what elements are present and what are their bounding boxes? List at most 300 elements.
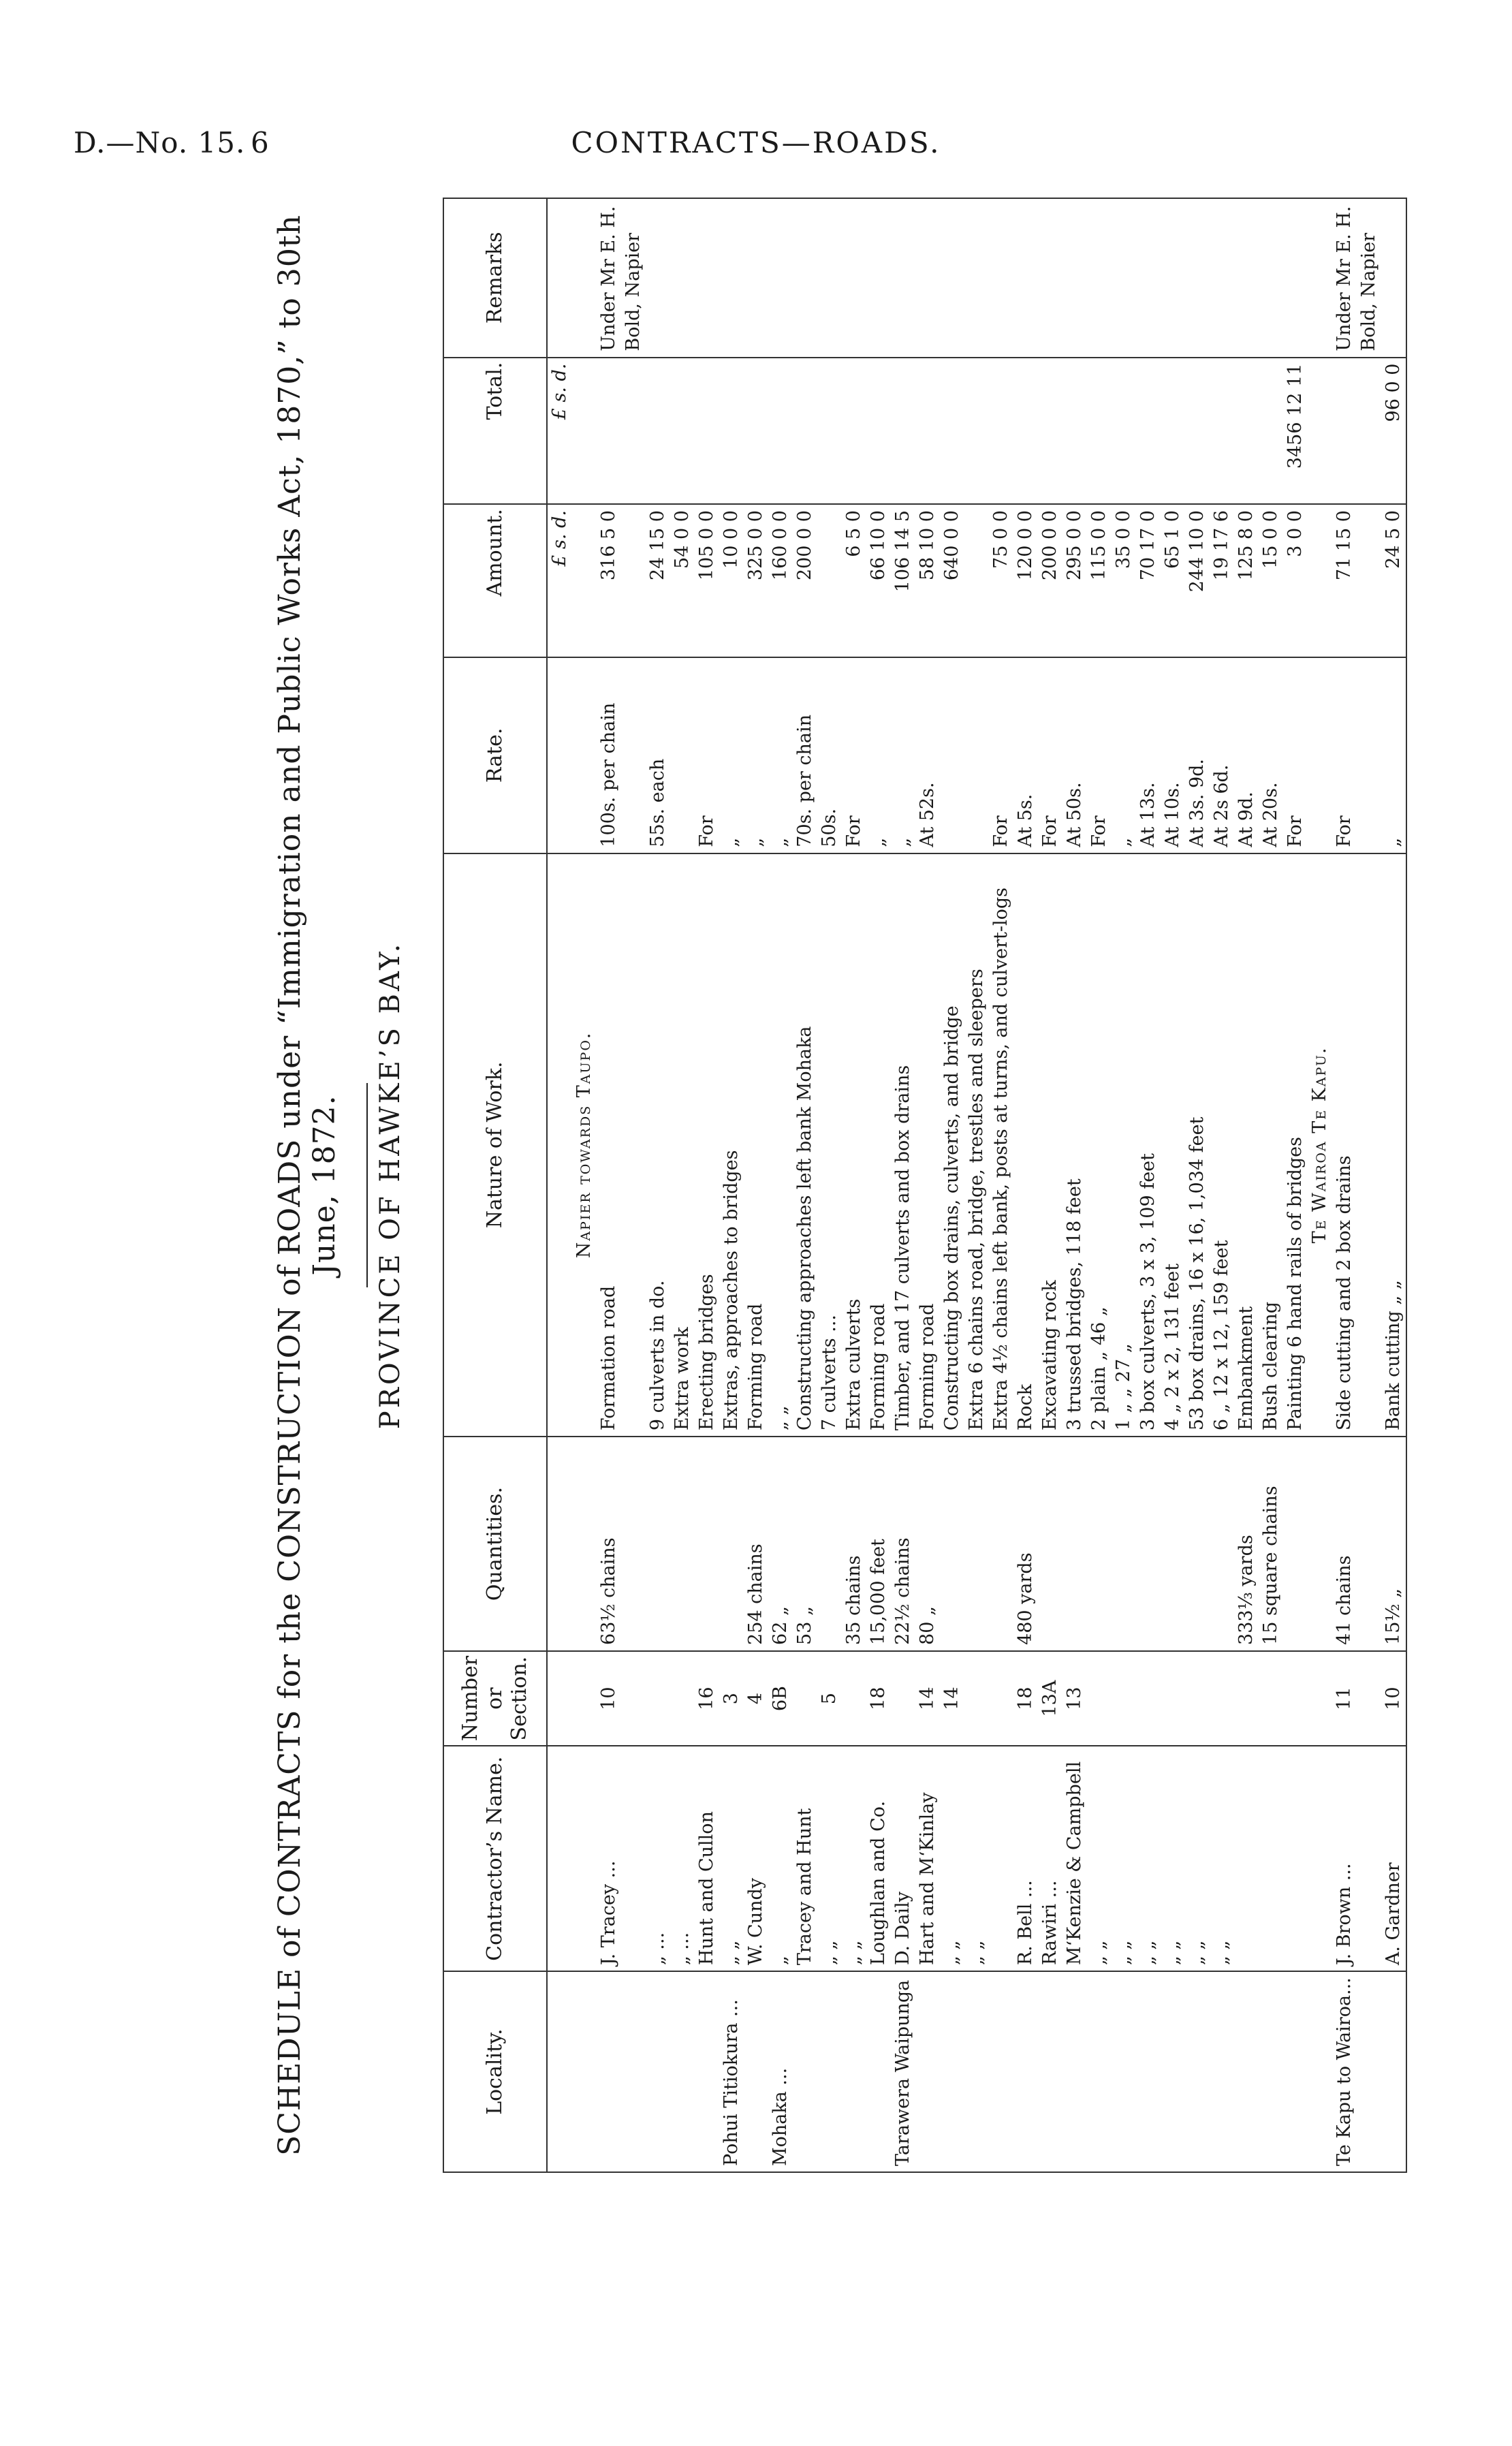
work-cell: Extras, approaches to bridges [719,853,744,1437]
section-cell [842,1651,866,1746]
rate-cell [670,657,695,853]
locality-cell [1259,1971,1283,2172]
table-row [1062,198,1087,2172]
rate-cell [964,657,989,853]
quantity-cell: 53 „ [793,1437,817,1651]
total-cell [646,358,670,505]
document-number: D.—No. 15. [74,126,246,159]
col-amount: Amount. [443,504,547,657]
contractor-cell: J. Tracey ... [597,1746,646,1971]
work-cell: Extra culverts [842,853,866,1437]
work-cell: Constructing approaches left bank Mohaka [793,853,817,1437]
work-cell: „ „ [768,853,793,1437]
table-row [719,198,744,2172]
locality-cell [1136,1971,1161,2172]
locality-cell: Tarawera Waipunga [891,1971,915,2172]
quantity-cell: 63½ chains [597,1437,646,1651]
section-cell [1259,1651,1283,1746]
work-cell: Extra 6 chains road, bridge, trestles and sleepers [964,853,989,1437]
locality-cell [670,1971,695,2172]
rate-cell: At 52s. [915,657,940,853]
rate-cell [572,657,597,853]
contractor-cell [572,1746,597,1971]
table-row [768,198,793,2172]
section-cell [670,1651,695,1746]
remarks-cell [547,198,572,358]
quantity-cell [670,1437,695,1651]
amount-cell: 19 17 6 [1210,504,1234,657]
rate-cell [940,657,964,853]
rate-cell: For [1038,657,1062,853]
locality-cell [1308,1971,1332,2172]
table-row [915,198,940,2172]
remarks-cell [1381,198,1406,358]
work-cell: Excavating rock [1038,853,1062,1437]
total-cell [744,358,768,505]
contractor-cell: R. Bell ... [1013,1746,1038,1971]
amount-cell [817,504,842,657]
rate-cell: 50s. [817,657,842,853]
amount-cell: 15 0 0 [1259,504,1283,657]
remarks-cell [1259,198,1283,358]
locality-cell: Pohui Titiokura ... [719,1971,744,2172]
remarks-cell [572,198,597,358]
contractor-cell: „ [768,1746,793,1971]
contractor-cell: „ „ [1210,1746,1234,1971]
rate-cell: At 5s. [1013,657,1038,853]
total-cell [1259,358,1283,505]
table-row [1038,198,1062,2172]
work-cell: Formation road [597,853,646,1437]
amount-cell: 200 0 0 [1038,504,1062,657]
rate-cell: „ [891,657,915,853]
amount-cell: 125 8 0 [1234,504,1259,657]
quantity-cell: 22½ chains [891,1437,915,1651]
remarks-cell [842,198,866,358]
section-cell [989,1651,1013,1746]
section-cell: 4 [744,1651,768,1746]
running-title: CONTRACTS—ROADS. [571,126,941,159]
province-title: PROVINCE OF HAWKE’S BAY. [375,941,406,1430]
rate-cell: At 13s. [1136,657,1161,853]
total-cell [1210,358,1234,505]
quantity-cell: 480 yards [1013,1437,1038,1651]
rate-cell: For [695,657,719,853]
col-locality: Locality. [443,1971,547,2172]
locality-cell [793,1971,817,2172]
remarks-cell [768,198,793,358]
remarks-cell [866,198,891,358]
quantity-cell: 80 „ [915,1437,940,1651]
locality-cell [817,1971,842,2172]
table-row [1112,198,1136,2172]
contractor-cell: „ ... [646,1746,670,1971]
contractor-cell: W. Cundy [744,1746,768,1971]
work-cell: 3 box culverts, 3 x 3, 109 feet [1136,853,1161,1437]
amount-cell: 3 0 0 [1283,504,1308,657]
work-cell: Rock [1013,853,1038,1437]
work-cell: Timber, and 17 culverts and box drains [891,853,915,1437]
remarks-cell [1013,198,1038,358]
total-cell [1062,358,1087,505]
table-row [1185,198,1210,2172]
contractor-cell: „ „ [964,1746,989,1971]
amount-cell: 24 15 0 [646,504,670,657]
section-cell: 18 [866,1651,891,1746]
work-cell: Forming road [744,853,768,1437]
amount-cell: 10 0 0 [719,504,744,657]
total-cell [989,358,1013,505]
section-cell [1161,1651,1185,1746]
amount-cell: 160 0 0 [768,504,793,657]
amount-cell [1308,504,1332,657]
quantity-cell [1087,1437,1112,1651]
work-cell: 7 culverts ... [817,853,842,1437]
table-row [597,198,646,2172]
quantity-cell [1210,1437,1234,1651]
locality-cell [1062,1971,1087,2172]
section-cell [1234,1651,1259,1746]
section-cell: 13 [1062,1651,1087,1746]
contractor-cell: „ „ [719,1746,744,1971]
remarks-cell [964,198,989,358]
remarks-cell [891,198,915,358]
quantity-cell [1308,1437,1332,1651]
section-cell [1136,1651,1161,1746]
contractor-cell: „ „ [1087,1746,1112,1971]
quantity-cell [1038,1437,1062,1651]
total-cell [1332,358,1381,505]
table-row [891,198,915,2172]
rate-cell: 70s. per chain [793,657,817,853]
locality-cell: Mohaka ... [768,1971,793,2172]
table-row [989,198,1013,2172]
section-cell: 11 [1332,1651,1381,1746]
section-cell: 10 [597,1651,646,1746]
col-nature-of-work: Nature of Work. [443,853,547,1437]
locality-cell [547,1971,572,2172]
amount-cell: 200 0 0 [793,504,817,657]
remarks-cell [817,198,842,358]
rate-cell: At 3s. 9d. [1185,657,1210,853]
total-cell [1234,358,1259,505]
table-row [842,198,866,2172]
locality-cell [940,1971,964,2172]
remarks-cell [1283,198,1308,358]
locality-cell [1038,1971,1062,2172]
work-cell: Forming road [915,853,940,1437]
rate-cell: At 2s 6d. [1210,657,1234,853]
section-cell [1283,1651,1308,1746]
contracts-table [443,198,1407,2173]
table-row [646,198,670,2172]
amount-cell: 325 0 0 [744,504,768,657]
quantity-cell [695,1437,719,1651]
quantity-cell: 35 chains [842,1437,866,1651]
remarks-cell [1038,198,1062,358]
total-cell [842,358,866,505]
work-cell: Embankment [1234,853,1259,1437]
table-row [940,198,964,2172]
total-cell [1308,358,1332,505]
work-cell: 4 „ 2 x 2, 131 feet [1161,853,1185,1437]
amount-cell: 6 5 0 [842,504,866,657]
remarks-cell [793,198,817,358]
contractor-cell [1283,1746,1308,1971]
units-row [547,198,572,2172]
work-cell: 3 trussed bridges, 118 feet [1062,853,1087,1437]
remarks-cell [1136,198,1161,358]
quantity-cell [1062,1437,1087,1651]
remarks-cell [646,198,670,358]
header-row [443,198,547,2172]
total-cell [891,358,915,505]
remarks-cell [940,198,964,358]
table-row [1136,198,1161,2172]
locality-cell [1087,1971,1112,2172]
rate-cell: „ [1112,657,1136,853]
rate-cell: At 50s. [1062,657,1087,853]
work-cell: Bush clearing [1259,853,1283,1437]
quantity-cell: 62 „ [768,1437,793,1651]
amount-cell: 71 15 0 [1332,504,1381,657]
total-cell [719,358,744,505]
total-cell [695,358,719,505]
section-cell [547,1651,572,1746]
amount-cell: 35 0 0 [1112,504,1136,657]
rate-cell: At 10s. [1161,657,1185,853]
col-section: Number or Section. [443,1651,547,1746]
col-quantities: Quantities. [443,1437,547,1651]
title-rule [366,1083,368,1287]
table-row [1283,198,1308,2172]
remarks-cell [1087,198,1112,358]
schedule-title: SCHEDULE of CONTRACTS for the CONSTRUCTION of ROADS under “Immigration and Public Works Act, 1870,” to 30th June, 1872. [272,215,342,2156]
amount-cell: 295 0 0 [1062,504,1087,657]
amount-cell: 54 0 0 [670,504,695,657]
group-heading-row [1308,198,1332,2172]
rate-cell: For [842,657,866,853]
contractor-cell [1259,1746,1283,1971]
quantity-cell: 333⅓ yards [1234,1437,1259,1651]
contractor-cell: „ ... [670,1746,695,1971]
rotated-schedule [259,198,1417,2173]
total-cell: 96 0 0 [1381,358,1406,505]
quantity-cell: 15 square chains [1259,1437,1283,1651]
contractor-cell [547,1746,572,1971]
quantity-cell [817,1437,842,1651]
section-cell [793,1651,817,1746]
remarks-cell [1161,198,1185,358]
rate-cell: At 9d. [1234,657,1259,853]
table-row [1234,198,1259,2172]
amount-cell: 316 5 0 [597,504,646,657]
amount-cell: 106 14 5 [891,504,915,657]
rate-cell: At 20s. [1259,657,1283,853]
group-heading: Napier towards Taupo. [572,853,597,1437]
amount-cell: 120 0 0 [1013,504,1038,657]
table-row [670,198,695,2172]
section-cell [964,1651,989,1746]
locality-cell: Te Kapu to Wairoa... [1332,1971,1381,2172]
remarks-cell [719,198,744,358]
total-cell: £ s. d. [547,358,572,505]
table-row [1161,198,1185,2172]
table-row [1210,198,1234,2172]
locality-cell [744,1971,768,2172]
locality-cell [866,1971,891,2172]
total-cell [597,358,646,505]
contractor-cell: M‘Kenzie & Campbell [1062,1746,1087,1971]
contractor-cell: Tracey and Hunt [793,1746,817,1971]
table-body [547,198,1406,2172]
quantity-cell [989,1437,1013,1651]
section-cell [1185,1651,1210,1746]
total-cell [768,358,793,505]
quantity-cell: 15½ „ [1381,1437,1406,1651]
page-number: 6 [251,126,270,159]
amount-cell: 24 5 0 [1381,504,1406,657]
total-cell [670,358,695,505]
group-heading-row [572,198,597,2172]
rate-cell: „ [1381,657,1406,853]
contractor-cell: Loughlan and Co. [866,1746,891,1971]
amount-cell [572,504,597,657]
locality-cell [1185,1971,1210,2172]
work-cell: Side cutting and 2 box drains [1332,853,1381,1437]
table-row [817,198,842,2172]
amount-cell [964,504,989,657]
section-cell [1087,1651,1112,1746]
total-cell [1013,358,1038,505]
total-cell [817,358,842,505]
quantity-cell [940,1437,964,1651]
work-cell: Extra 4½ chains left bank, posts at turns, and culvert-logs [989,853,1013,1437]
col-rate: Rate. [443,657,547,853]
col-remarks: Remarks [443,198,547,358]
section-cell: 14 [940,1651,964,1746]
amount-cell: 75 0 0 [989,504,1013,657]
remarks-cell [670,198,695,358]
locality-cell [597,1971,646,2172]
contractor-cell: J. Brown ... [1332,1746,1381,1971]
section-cell: 18 [1013,1651,1038,1746]
amount-cell: £ s. d. [547,504,572,657]
total-cell [1136,358,1161,505]
section-cell: 16 [695,1651,719,1746]
table-row [1332,198,1381,2172]
remarks-cell [1308,198,1332,358]
table-row [866,198,891,2172]
total-cell [866,358,891,505]
contractor-cell: D. Daily [891,1746,915,1971]
section-cell [572,1651,597,1746]
contractor-cell: Hart and M‘Kinlay [915,1746,940,1971]
contractor-cell [1234,1746,1259,1971]
work-cell: Constructing box drains, culverts, and bridge [940,853,964,1437]
remarks-cell [1210,198,1234,358]
quantity-cell [1136,1437,1161,1651]
remarks-cell [1234,198,1259,358]
amount-cell: 66 10 0 [866,504,891,657]
rate-cell [547,657,572,853]
total-cell [793,358,817,505]
section-cell [646,1651,670,1746]
table-row [1013,198,1038,2172]
table-row [695,198,719,2172]
quantity-cell [572,1437,597,1651]
locality-cell [572,1971,597,2172]
locality-cell [1013,1971,1038,2172]
work-cell: Bank cutting „ „ [1381,853,1406,1437]
amount-cell: 115 0 0 [1087,504,1112,657]
rate-cell: For [989,657,1013,853]
section-cell: 3 [719,1651,744,1746]
contractor-cell: „ „ [1185,1746,1210,1971]
quantity-cell: 15,000 feet [866,1437,891,1651]
locality-cell [1234,1971,1259,2172]
contractor-cell: „ „ [1112,1746,1136,1971]
contractor-cell: Hunt and Cullon [695,1746,719,1971]
work-cell: Painting 6 hand rails of bridges [1283,853,1308,1437]
contractor-cell [989,1746,1013,1971]
section-cell [1210,1651,1234,1746]
quantity-cell [964,1437,989,1651]
col-contractor: Contractor’s Name. [443,1746,547,1971]
locality-cell [695,1971,719,2172]
remarks-cell [744,198,768,358]
quantity-cell [1283,1437,1308,1651]
locality-cell [1161,1971,1185,2172]
remarks-cell [695,198,719,358]
rate-cell: 100s. per chain [597,657,646,853]
total-cell [915,358,940,505]
total-cell [1087,358,1112,505]
locality-cell [1112,1971,1136,2172]
work-cell: 2 plain „ 46 „ [1087,853,1112,1437]
amount-cell: 640 0 0 [940,504,964,657]
work-cell: Erecting bridges [695,853,719,1437]
total-cell [1161,358,1185,505]
section-cell [1308,1651,1332,1746]
quantity-cell: 254 chains [744,1437,768,1651]
section-cell: 10 [1381,1651,1406,1746]
locality-cell [1283,1971,1308,2172]
amount-cell: 70 17 0 [1136,504,1161,657]
contractor-cell: „ „ [940,1746,964,1971]
rate-cell [1308,657,1332,853]
total-cell [964,358,989,505]
rate-cell: „ [719,657,744,853]
locality-cell [842,1971,866,2172]
total-cell [1112,358,1136,505]
total-cell: 3456 12 11 [1283,358,1308,505]
quantity-cell [646,1437,670,1651]
work-cell: 53 box drains, 16 x 16, 1,034 feet [1185,853,1210,1437]
rate-cell: „ [768,657,793,853]
section-cell [1112,1651,1136,1746]
rate-cell: For [1332,657,1381,853]
group-heading: Te Wairoa Te Kapu. [1308,853,1332,1437]
total-cell [1038,358,1062,505]
rate-cell: „ [744,657,768,853]
rate-cell: For [1283,657,1308,853]
remarks-cell: Under Mr E. H. Bold, Napier [1332,198,1381,358]
rate-cell: 55s. each [646,657,670,853]
total-cell [1185,358,1210,505]
locality-cell [915,1971,940,2172]
total-cell [572,358,597,505]
